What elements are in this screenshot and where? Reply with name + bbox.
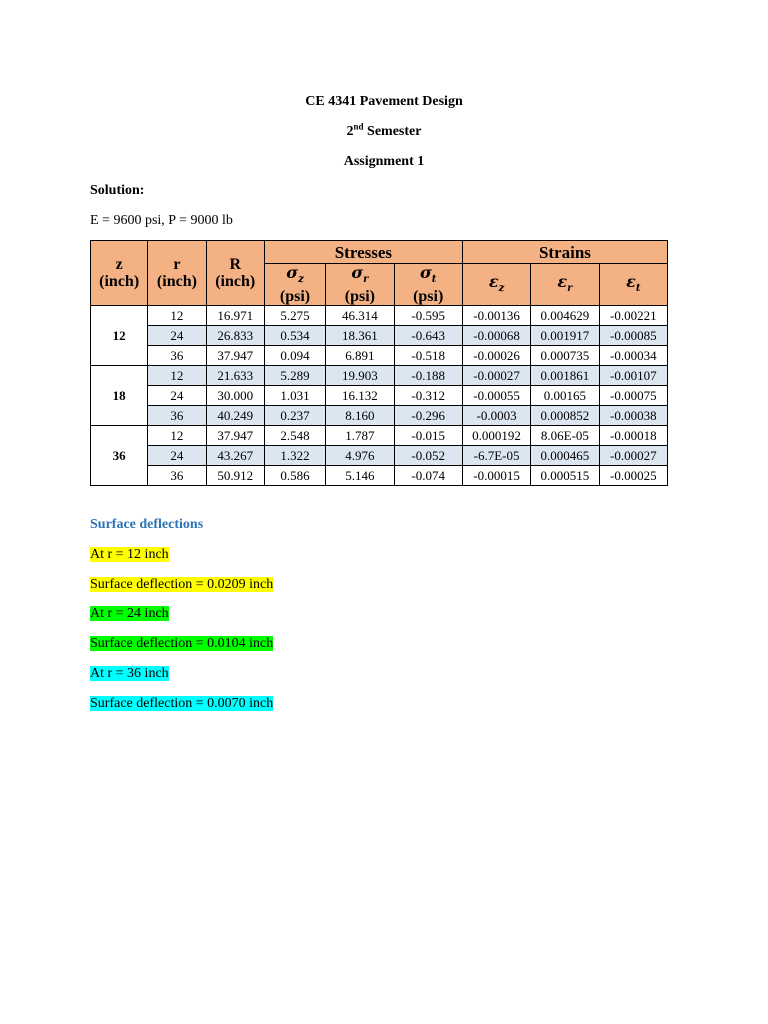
header-eps-z bbox=[462, 264, 530, 306]
deflection-position-36-text: At r = 36 inch bbox=[90, 666, 169, 681]
psi-unit: (psi) bbox=[279, 288, 311, 306]
header-stresses: Stresses bbox=[264, 241, 462, 264]
sub-r: r bbox=[567, 282, 573, 294]
header-r-unit: (inch) bbox=[156, 273, 197, 291]
header-R-unit: (inch) bbox=[215, 273, 256, 291]
deflection-position-12-text: At r = 12 inch bbox=[90, 547, 169, 562]
deflection-value-36-text: Surface deflection = 0.0070 inch bbox=[90, 696, 274, 711]
cell-eps-r: 0.004629 bbox=[531, 306, 599, 326]
cell-eps-z: -0.00068 bbox=[462, 326, 530, 346]
header-z-unit: (inch) bbox=[99, 273, 140, 291]
cell-sigma-t: -0.015 bbox=[394, 426, 462, 446]
table-row bbox=[91, 306, 668, 326]
deflection-position-24 bbox=[90, 605, 169, 623]
cell-eps-r: 0.000852 bbox=[531, 406, 599, 426]
cell-sigma-r: 1.787 bbox=[326, 426, 394, 446]
cell-r: 36 bbox=[148, 466, 206, 486]
semester-suffix: nd bbox=[353, 121, 364, 132]
cell-sigma-t: -0.643 bbox=[394, 326, 462, 346]
cell-r: 36 bbox=[148, 406, 206, 426]
sub-t: t bbox=[431, 274, 437, 286]
deflection-value-12-text: Surface deflection = 0.0209 inch bbox=[90, 577, 274, 592]
cell-eps-r: 0.001861 bbox=[531, 366, 599, 386]
sub-t: t bbox=[635, 282, 641, 294]
header-sigma-t bbox=[394, 264, 462, 306]
cell-eps-r: 0.00165 bbox=[531, 386, 599, 406]
cell-R: 21.633 bbox=[206, 366, 264, 386]
cell-sigma-z: 1.031 bbox=[264, 386, 325, 406]
cell-sigma-t: -0.312 bbox=[394, 386, 462, 406]
table-row bbox=[91, 366, 668, 386]
cell-eps-z: -0.00055 bbox=[462, 386, 530, 406]
semester-title bbox=[0, 123, 768, 141]
cell-sigma-t: -0.296 bbox=[394, 406, 462, 426]
sigma-symbol: σ bbox=[419, 263, 432, 282]
cell-sigma-t: -0.595 bbox=[394, 306, 462, 326]
cell-eps-z: -0.00027 bbox=[462, 366, 530, 386]
cell-r: 12 bbox=[148, 366, 206, 386]
cell-eps-r: 8.06E-05 bbox=[531, 426, 599, 446]
table-row bbox=[91, 406, 668, 426]
epsilon-symbol: ε bbox=[557, 271, 568, 291]
cell-r: 12 bbox=[148, 306, 206, 326]
cell-sigma-t: -0.052 bbox=[394, 446, 462, 466]
cell-eps-z: -0.0003 bbox=[462, 406, 530, 426]
semester-number: 2 bbox=[346, 124, 354, 139]
cell-eps-t: -0.00085 bbox=[599, 326, 667, 346]
cell-R: 30.000 bbox=[206, 386, 264, 406]
cell-eps-t: -0.00221 bbox=[599, 306, 667, 326]
depth-z-cell: 12 bbox=[91, 306, 148, 366]
psi-unit: (psi) bbox=[413, 288, 444, 306]
cell-sigma-r: 8.160 bbox=[326, 406, 394, 426]
table-row bbox=[91, 386, 668, 406]
cell-eps-z: 0.000192 bbox=[462, 426, 530, 446]
deflection-position-36 bbox=[90, 665, 169, 683]
cell-eps-t: -0.00025 bbox=[599, 466, 667, 486]
cell-eps-r: 0.000735 bbox=[531, 346, 599, 366]
cell-eps-z: -0.00026 bbox=[462, 346, 530, 366]
cell-eps-t: -0.00107 bbox=[599, 366, 667, 386]
results-table bbox=[90, 240, 668, 486]
header-R bbox=[206, 241, 264, 306]
cell-sigma-z: 5.275 bbox=[264, 306, 325, 326]
cell-sigma-z: 1.322 bbox=[264, 446, 325, 466]
sub-z: z bbox=[298, 274, 304, 286]
cell-eps-t: -0.00038 bbox=[599, 406, 667, 426]
cell-sigma-r: 19.903 bbox=[326, 366, 394, 386]
psi-unit: (psi) bbox=[344, 288, 375, 306]
epsilon-symbol: ε bbox=[626, 271, 636, 291]
depth-z-cell: 18 bbox=[91, 366, 148, 426]
cell-eps-z: -0.00015 bbox=[462, 466, 530, 486]
table-row bbox=[91, 446, 668, 466]
results-table-body bbox=[91, 306, 668, 486]
cell-R: 37.947 bbox=[206, 346, 264, 366]
cell-sigma-z: 0.534 bbox=[264, 326, 325, 346]
header-z bbox=[91, 241, 148, 306]
cell-eps-z: -0.00136 bbox=[462, 306, 530, 326]
cell-eps-r: 0.001917 bbox=[531, 326, 599, 346]
cell-sigma-r: 6.891 bbox=[326, 346, 394, 366]
deflection-value-24 bbox=[90, 635, 273, 653]
assignment-title: Assignment 1 bbox=[343, 154, 425, 169]
cell-eps-t: -0.00075 bbox=[599, 386, 667, 406]
cell-R: 50.912 bbox=[206, 466, 264, 486]
table-row bbox=[91, 326, 668, 346]
cell-eps-r: 0.000515 bbox=[531, 466, 599, 486]
header-R-label: R bbox=[229, 256, 241, 274]
cell-sigma-t: -0.074 bbox=[394, 466, 462, 486]
cell-r: 24 bbox=[148, 326, 206, 346]
cell-R: 16.971 bbox=[206, 306, 264, 326]
cell-R: 40.249 bbox=[206, 406, 264, 426]
header-sigma-r bbox=[326, 264, 394, 306]
cell-r: 36 bbox=[148, 346, 206, 366]
cell-sigma-r: 18.361 bbox=[326, 326, 394, 346]
deflection-position-24-text: At r = 24 inch bbox=[90, 606, 169, 621]
table-row bbox=[91, 466, 668, 486]
cell-R: 26.833 bbox=[206, 326, 264, 346]
cell-sigma-z: 5.289 bbox=[264, 366, 325, 386]
sub-z: z bbox=[498, 282, 505, 294]
sub-r: r bbox=[363, 274, 369, 286]
cell-eps-t: -0.00034 bbox=[599, 346, 667, 366]
cell-r: 12 bbox=[148, 426, 206, 446]
cell-sigma-r: 5.146 bbox=[326, 466, 394, 486]
deflection-value-12 bbox=[90, 576, 273, 594]
cell-sigma-r: 46.314 bbox=[326, 306, 394, 326]
cell-eps-t: -0.00018 bbox=[599, 426, 667, 446]
depth-z-cell: 36 bbox=[91, 426, 148, 486]
sigma-symbol: σ bbox=[286, 263, 299, 282]
header-sigma-z bbox=[264, 264, 325, 306]
header-r-label: r bbox=[173, 256, 181, 274]
header-eps-r bbox=[531, 264, 599, 306]
deflections-heading: Surface deflections bbox=[90, 517, 204, 532]
header-r bbox=[148, 241, 206, 306]
cell-eps-r: 0.000465 bbox=[531, 446, 599, 466]
cell-sigma-r: 16.132 bbox=[326, 386, 394, 406]
epsilon-symbol: ε bbox=[488, 271, 499, 291]
cell-R: 37.947 bbox=[206, 426, 264, 446]
given-values: E = 9600 psi, P = 9000 lb bbox=[90, 213, 233, 228]
cell-r: 24 bbox=[148, 386, 206, 406]
sigma-symbol: σ bbox=[351, 263, 364, 282]
header-z-label: z bbox=[115, 256, 123, 274]
solution-label: Solution: bbox=[90, 183, 145, 198]
cell-sigma-t: -0.518 bbox=[394, 346, 462, 366]
cell-R: 43.267 bbox=[206, 446, 264, 466]
cell-eps-z: -6.7E-05 bbox=[462, 446, 530, 466]
header-strains: Strains bbox=[462, 241, 667, 264]
cell-sigma-t: -0.188 bbox=[394, 366, 462, 386]
deflection-value-36 bbox=[90, 695, 273, 713]
table-row bbox=[91, 426, 668, 446]
cell-sigma-r: 4.976 bbox=[326, 446, 394, 466]
course-title: CE 4341 Pavement Design bbox=[305, 94, 463, 109]
deflection-value-24-text: Surface deflection = 0.0104 inch bbox=[90, 636, 274, 651]
deflection-position-12 bbox=[90, 546, 169, 564]
cell-sigma-z: 2.548 bbox=[264, 426, 325, 446]
header-eps-t bbox=[599, 264, 667, 306]
cell-sigma-z: 0.094 bbox=[264, 346, 325, 366]
cell-eps-t: -0.00027 bbox=[599, 446, 667, 466]
cell-sigma-z: 0.237 bbox=[264, 406, 325, 426]
cell-r: 24 bbox=[148, 446, 206, 466]
semester-word: Semester bbox=[367, 124, 422, 139]
cell-sigma-z: 0.586 bbox=[264, 466, 325, 486]
table-row bbox=[91, 346, 668, 366]
